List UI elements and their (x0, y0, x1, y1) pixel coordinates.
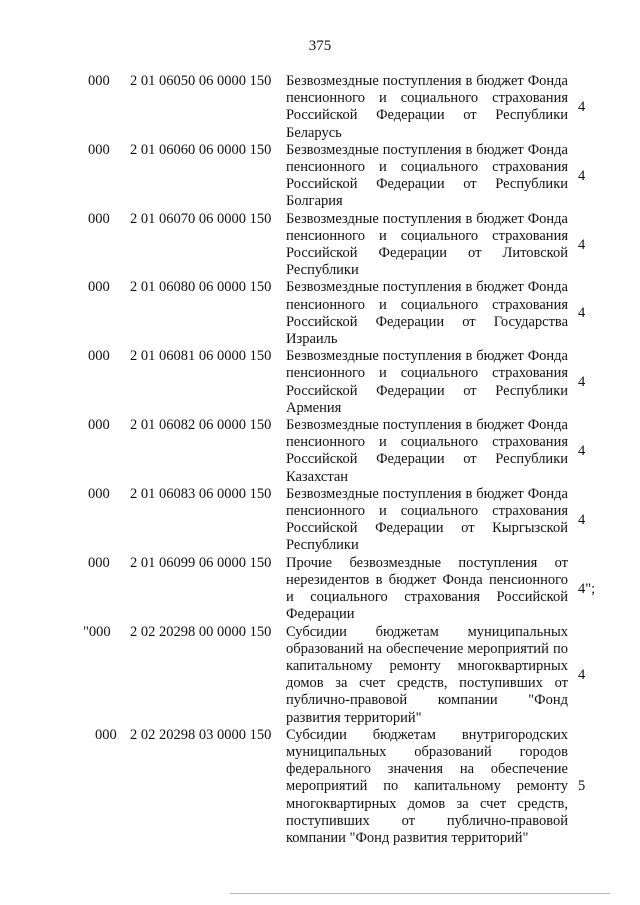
norm-value: 4 (578, 666, 586, 683)
revenue-description: Безвозмездные поступления в бюджет Фонда пенсионного и социального страхования Российской Федерации от Государства Израиль (286, 279, 568, 348)
budget-classification-code: 2 01 06070 06 0000 150 (130, 210, 272, 227)
norm-value: 4 (578, 374, 586, 391)
table-row (0, 211, 640, 280)
revenue-description: Безвозмездные поступления в бюджет Фонда пенсионного и социального страхования Российской Федерации от Республики Казахстан (286, 417, 568, 485)
budget-classification-code: 2 01 06082 06 0000 150 (130, 417, 272, 434)
admin-code: 000 (88, 210, 110, 227)
admin-code: 000 (88, 485, 110, 502)
budget-classification-code: 2 01 06060 06 0000 150 (130, 141, 272, 158)
norm-value: 4 (578, 98, 586, 115)
revenue-description: Безвозмездные поступления в бюджет Фонда пенсионного и социального страхования Российской Федерации от Республики Беларусь (286, 73, 568, 141)
revenue-description: Безвозмездные поступления в бюджет Фонда пенсионного и социального страхования Российской Федерации от Литовской Республики (286, 210, 568, 279)
table-row (0, 624, 640, 727)
norm-value: 4 (578, 236, 586, 253)
admin-code: 000 (88, 279, 110, 296)
table-row (0, 142, 640, 211)
norm-value: 5 (578, 778, 586, 795)
table-row (0, 555, 640, 624)
revenue-description: Безвозмездные поступления в бюджет Фонда пенсионного и социального страхования Российской Федерации от Республики Болгария (286, 141, 568, 210)
admin-code: 000 (88, 554, 110, 571)
budget-classification-code: 2 01 06050 06 0000 150 (130, 73, 272, 89)
page-number: 375 (308, 38, 332, 54)
budget-classification-code: 2 02 20298 00 0000 150 (130, 623, 272, 640)
table-row (0, 73, 640, 142)
norm-value: 4 (578, 511, 586, 528)
table-row (0, 727, 640, 847)
admin-code: 000 (88, 348, 110, 365)
budget-classification-code: 2 02 20298 03 0000 150 (130, 726, 272, 743)
admin-code: 000 (88, 141, 110, 158)
revenue-description: Прочие безвозмездные поступления от нерезидентов в бюджет Фонда пенсионного и социального страхования Российской Федерации (286, 554, 568, 623)
budget-code-table (0, 73, 640, 847)
table-row (0, 486, 640, 555)
admin-code: 000 (88, 417, 110, 434)
budget-classification-code: 2 01 06083 06 0000 150 (130, 485, 272, 502)
revenue-description: Безвозмездные поступления в бюджет Фонда пенсионного и социального страхования Российской Федерации от Республики Армения (286, 348, 568, 416)
revenue-description: Безвозмездные поступления в бюджет Фонда пенсионного и социального страхования Российской Федерации от Кыргызской Республики (286, 485, 568, 554)
table-row (0, 348, 640, 417)
revenue-description: Субсидии бюджетам внутригородских муниципальных образований городов федерального значения на обеспечение мероприятий по капитальному ремонту многоквартирных домов за счет средств, поступивших от публично-правовой компании "Фонд развития территорий" (286, 726, 568, 846)
table-row (0, 417, 640, 486)
norm-value: 4"; (578, 580, 596, 597)
norm-value: 4 (578, 167, 586, 184)
admin-code: 000 (88, 73, 110, 89)
footer-rule (230, 893, 610, 894)
table-row (0, 279, 640, 348)
budget-classification-code: 2 01 06080 06 0000 150 (130, 279, 272, 296)
norm-value: 4 (578, 442, 586, 459)
admin-code: "000 (83, 623, 111, 640)
norm-value: 4 (578, 305, 586, 322)
budget-classification-code: 2 01 06081 06 0000 150 (130, 348, 272, 365)
admin-code: 000 (95, 726, 117, 743)
budget-classification-code: 2 01 06099 06 0000 150 (130, 554, 272, 571)
revenue-description: Субсидии бюджетам муниципальных образований на обеспечение мероприятий по капитальному ремонту многоквартирных домов за счет средств, поступивших от публично-правовой компании "Фонд развития территорий" (286, 623, 568, 726)
